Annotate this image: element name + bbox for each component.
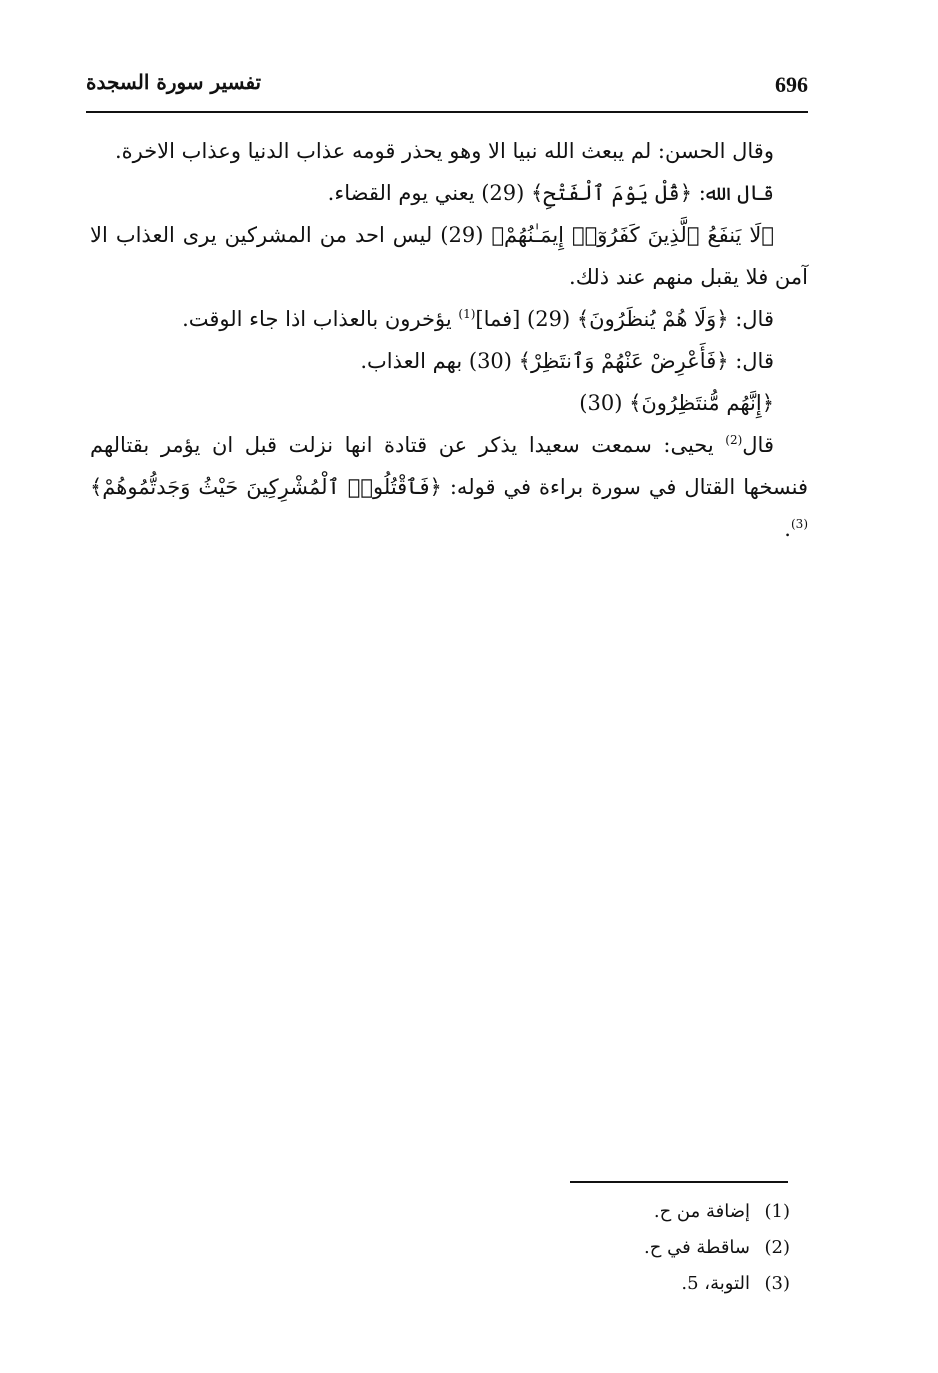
running-head: تفسير سورة السجدة bbox=[86, 70, 262, 94]
page-header bbox=[86, 66, 808, 106]
paragraph-2: قال الله: ﴿قُلْ يَوْمَ ٱلْفَتْحِ﴾ (29) يعني يوم القضاء. bbox=[327, 181, 774, 205]
footnote-text: التوبة، 5. bbox=[681, 1273, 750, 1294]
header-rule bbox=[86, 111, 808, 113]
footnotes bbox=[500, 1194, 790, 1302]
footnote-text: ساقطة في ح. bbox=[644, 1237, 750, 1258]
footnote-1 bbox=[500, 1194, 790, 1230]
paragraph-6: ﴿إِنَّهُم مُّنتَظِرُونَ﴾ (30) bbox=[579, 391, 774, 415]
footnote-number: (3) bbox=[764, 1273, 790, 1294]
footnote-number: (1) bbox=[764, 1201, 790, 1222]
footnote-ref-3[interactable]: (3) bbox=[790, 517, 808, 531]
main-text bbox=[90, 130, 808, 550]
quran-verse: ﴿قُلْ يَوْمَ ٱلْفَتْحِ﴾ bbox=[531, 181, 693, 205]
footnote-number: (2) bbox=[764, 1237, 790, 1258]
paragraph-5: قال: ﴿فَأَعْرِضْ عَنْهُمْ وَٱنتَظِرْ﴾ (30) بهم العذاب. bbox=[360, 349, 774, 373]
page-number: 696 bbox=[775, 72, 808, 97]
quran-verse: ﴿إِنَّهُم مُّنتَظِرُونَ﴾ bbox=[629, 391, 774, 415]
quran-verse: ﴿فَٱقْتُلُوا۟ ٱلْمُشْرِكِينَ حَيْثُ وَجَدتُّمُوهُمْ﴾ bbox=[90, 475, 442, 499]
footnote-separator bbox=[570, 1181, 788, 1183]
footnote-ref-2[interactable]: (2) bbox=[725, 433, 743, 447]
footnote-2 bbox=[500, 1230, 790, 1266]
paragraph-4: قال: ﴿وَلَا هُمْ يُنظَرُونَ﴾ (29) [فما]$^{(1)}$ يؤخرون بالعذاب اذا جاء الوقت. bbox=[182, 307, 774, 331]
paragraph-1: وقال الحسن: لم يبعث الله نبيا الا وهو يحذر قومه عذاب الدنيا وعذاب الاخرة. bbox=[114, 139, 774, 163]
footnote-3 bbox=[500, 1266, 790, 1302]
paragraph-3: ﴿لَا يَنفَعُ ٱلَّذِينَ كَفَرُوٓا۟ إِيمَـٰنُهُمْ﴾ (29) ليس احد من المشركين يرى العذاب الا آمن فلا يقبل منهم عند ذلك. bbox=[90, 223, 808, 289]
quran-verse: ﴿لَا يَنفَعُ ٱلَّذِينَ كَفَرُوٓا۟ إِيمَـٰنُهُمْ﴾ bbox=[491, 223, 774, 247]
footnote-text: إضافة من ح. bbox=[653, 1201, 750, 1222]
footnote-ref-1[interactable]: (1) bbox=[458, 307, 476, 321]
paragraph-7: قال$^{(2)}$ يحيى: سمعت سعيدا يذكر عن قتادة انها نزلت قبل ان يؤمر بقتالهم فنسخها القتال في سورة براءة في قوله: ﴿فَٱقْتُلُوا۟ ٱلْمُشْرِكِينَ حَيْثُ وَجَدتُّمُوهُمْ﴾$^{(3)}$. bbox=[90, 433, 808, 541]
quran-verse: ﴿فَأَعْرِضْ عَنْهُمْ وَٱنتَظِرْ﴾ bbox=[518, 349, 729, 373]
quran-verse: ﴿وَلَا هُمْ يُنظَرُونَ﴾ bbox=[576, 307, 729, 331]
